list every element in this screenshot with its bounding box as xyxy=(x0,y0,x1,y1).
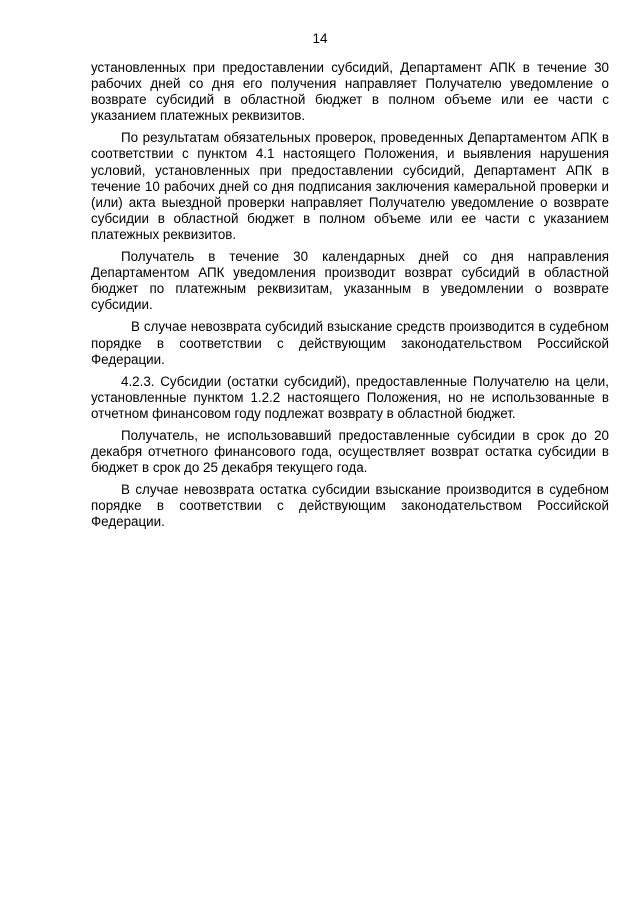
paragraph-inspection-results: По результатам обязательных проверок, проведенных Департаментом АПК в соответствии с пунктом 4.1 настоящего Положения, и выявления нарушения условий, установленных при предоставлении субсидий, Департамент АПК в течение 10 рабочих дней со дня подписания заключения камеральной проверки и (или) акта выездной проверки направляет Получателю уведомление о возврате субсидии в областной бюджет в полном объеме или ее части с указанием платежных реквизитов. xyxy=(91,130,609,242)
paragraph-court-recovery: В случае невозврата субсидий взыскание средств производится в судебном порядке в соответствии с действующим законодательством Российской Федерации. xyxy=(91,319,609,367)
paragraph-clause-4-2-3: 4.2.3. Субсидии (остатки субсидий), предоставленные Получателю на цели, установленные пунктом 1.2.2 настоящего Положения, но не использованные в отчетном финансовом году подлежат возврату в областной бюджет. xyxy=(91,373,609,421)
paragraph-balance-court-recovery: В случае невозврата остатка субсидии взыскание производится в судебном порядке в соответствии с действующим законодательством Российской Федерации. xyxy=(91,482,609,530)
document-body xyxy=(91,60,609,537)
paragraph-unused-balance-return: Получатель, не использовавший предоставленные субсидии в срок до 20 декабря отчетного финансового года, осуществляет возврат остатка субсидии в бюджет в срок до 25 декабря текущего года. xyxy=(91,427,609,476)
paragraph-return-notice-continuation: установленных при предоставлении субсидий, Департамент АПК в течение 30 рабочих дней со дня его получения направляет Получателю уведомление о возврате субсидий в областной бюджет в полном объеме или ее части с указанием платежных реквизитов. xyxy=(91,60,609,124)
page-number: 14 xyxy=(312,31,328,46)
paragraph-recipient-return: Получатель в течение 30 календарных дней со дня направления Департаментом АПК уведомления производит возврат субсидий в областной бюджет по платежным реквизитам, указанным в уведомлении о возврате субсидии. xyxy=(91,249,609,313)
